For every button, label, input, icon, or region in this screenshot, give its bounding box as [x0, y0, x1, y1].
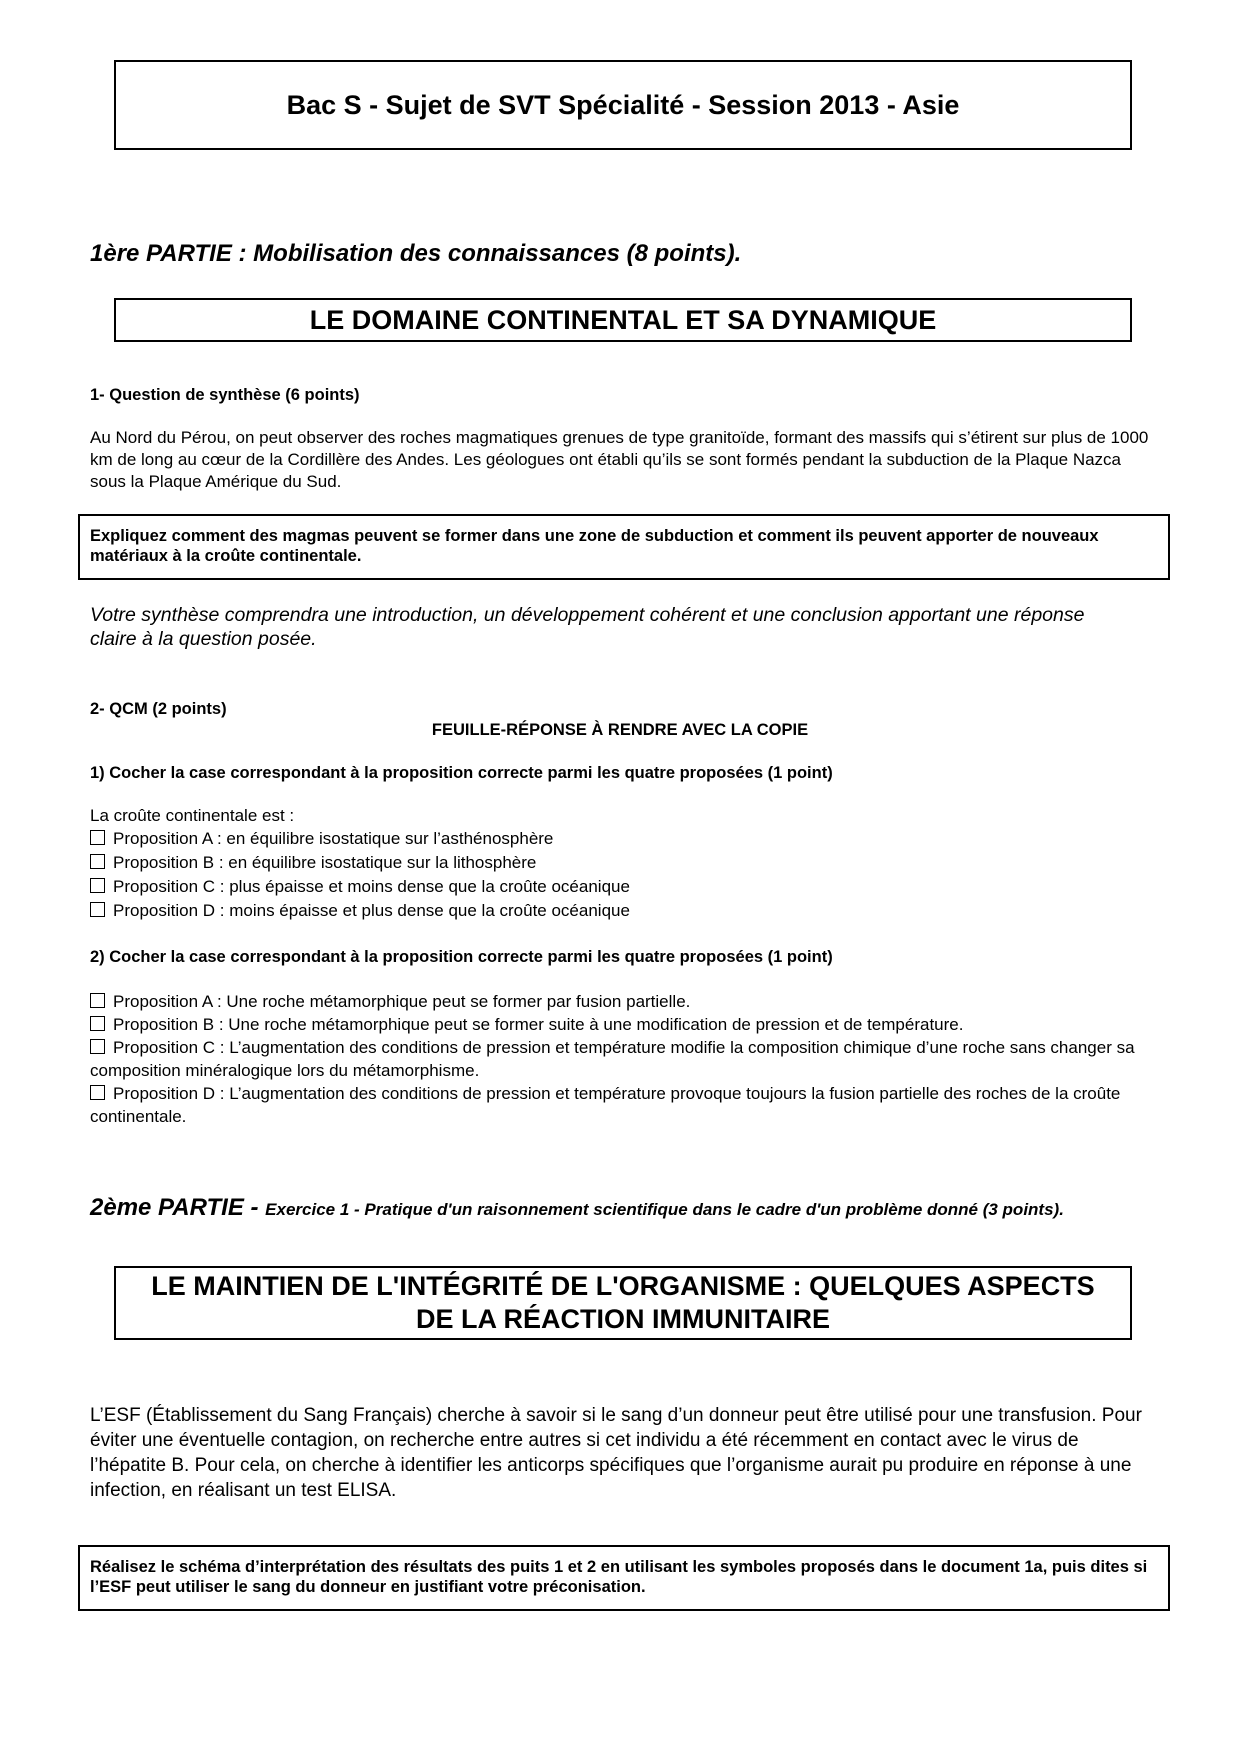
q1-note: Votre synthèse comprendra une introduction, un développement cohérent et une conclusion apportant une réponse claire à la question posée. — [90, 604, 1085, 650]
q1-intro: Au Nord du Pérou, on peut observer des roches magmatiques grenues de type granitoïde, formant des massifs qui s’étirent sur plus de 1000 km de long au cœur de la Cordillère des Andes. Les géologues ont établi qu’ils se sont formés pendant la subduction de la Plaque Nazca sous la Plaque Amérique du Sud. — [90, 428, 1149, 491]
qcm1-option[interactable] — [90, 899, 1160, 923]
qcm2-option[interactable] — [90, 1082, 1160, 1128]
checkbox[interactable] — [90, 878, 105, 893]
option-label: Proposition A : en équilibre isostatique sur l’asthénosphère — [113, 829, 554, 848]
part2-task-box — [78, 1545, 1170, 1611]
part1-section-title: LE DOMAINE CONTINENTAL ET SA DYNAMIQUE — [309, 304, 937, 335]
checkbox[interactable] — [90, 902, 105, 917]
checkbox[interactable] — [90, 830, 105, 845]
part1-heading: 1ère PARTIE : Mobilisation des connaissances (8 points). — [90, 240, 742, 267]
qcm1-stem: La croûte continentale est : — [90, 806, 295, 825]
qcm2-instruction: 2) Cocher la case correspondant à la proposition correcte parmi les quatre proposées (1 point) — [90, 948, 833, 966]
qcm1-option[interactable] — [90, 875, 1160, 899]
part1-section-box — [114, 298, 1132, 342]
checkbox[interactable] — [90, 1039, 105, 1054]
q1-task-text: Expliquez comment des magmas peuvent se former dans une zone de subduction et comment ils peuvent apporter de nouveaux matériaux à la croûte continentale. — [90, 527, 1099, 565]
option-label: Proposition C : plus épaisse et moins dense que la croûte océanique — [113, 877, 630, 896]
qcm1-option[interactable] — [90, 827, 1160, 851]
option-label: Proposition B : en équilibre isostatique sur la lithosphère — [113, 853, 537, 872]
checkbox[interactable] — [90, 854, 105, 869]
option-label: Proposition C : L’augmentation des conditions de pression et température modifie la composition chimique d’une roche sans changer sa composition minéralogique lors du métamorphisme. — [90, 1038, 1135, 1080]
q1-title: 1- Question de synthèse (6 points) — [90, 386, 360, 404]
part2-task-text: Réalisez le schéma d’interprétation des résultats des puits 1 et 2 en utilisant les symboles proposés dans le document 1a, puis dites si l’ESF peut utiliser le sang du donneur en justifiant votre préconisation. — [90, 1558, 1148, 1596]
qcm1-option[interactable] — [90, 851, 1160, 875]
part2-section-title-line2: DE LA RÉACTION IMMUNITAIRE — [416, 1304, 830, 1334]
option-label: Proposition B : Une roche métamorphique peut se former suite à une modification de pression et de température. — [113, 1015, 964, 1034]
option-label: Proposition D : moins épaisse et plus dense que la croûte océanique — [113, 901, 630, 920]
document-title: Bac S - Sujet de SVT Spécialité - Session 2013 - Asie — [286, 89, 960, 120]
part2-intro: L’ESF (Établissement du Sang Français) cherche à savoir si le sang d’un donneur peut être utilisé pour une transfusion. Pour éviter une éventuelle contagion, on recherche entre autres si cet individu a été récemment en contact avec le virus de l’hépatite B. Pour cela, on cherche à identifier les anticorps spécifiques que l’organisme aurait pu produire en réponse à une infection, en réalisant un test ELISA. — [90, 1405, 1142, 1501]
qcm2-option[interactable] — [90, 990, 1160, 1013]
qcm1-instruction: 1) Cocher la case correspondant à la proposition correcte parmi les quatre proposées (1 point) — [90, 764, 833, 782]
checkbox[interactable] — [90, 1085, 105, 1100]
part2-heading — [90, 1196, 1150, 1223]
part2-heading-sub: Exercice 1 - Pratique d'un raisonnement scientifique dans le cadre d'un problème donné (3 points). — [265, 1200, 1064, 1219]
checkbox[interactable] — [90, 993, 105, 1008]
option-label: Proposition D : L’augmentation des conditions de pression et température provoque toujours la fusion partielle des roches de la croûte continentale. — [90, 1084, 1121, 1126]
part2-heading-main: 2ème PARTIE - — [90, 1194, 266, 1221]
q2-title: 2- QCM (2 points) — [90, 700, 227, 718]
qcm2-option[interactable] — [90, 1013, 1160, 1036]
qcm1-options — [90, 827, 1160, 923]
qcm2-option[interactable] — [90, 1036, 1160, 1082]
option-label: Proposition A : Une roche métamorphique peut se former par fusion partielle. — [113, 992, 691, 1011]
part2-section-title-line1: LE MAINTIEN DE L'INTÉGRITÉ DE L'ORGANISME : QUELQUES ASPECTS — [151, 1271, 1095, 1301]
document-header-box — [114, 60, 1132, 150]
checkbox[interactable] — [90, 1016, 105, 1031]
q1-task-box — [78, 514, 1170, 580]
answer-sheet-label: FEUILLE-RÉPONSE À RENDRE AVEC LA COPIE — [431, 721, 809, 739]
qcm2-options — [90, 990, 1160, 1128]
part2-section-box — [114, 1266, 1132, 1340]
